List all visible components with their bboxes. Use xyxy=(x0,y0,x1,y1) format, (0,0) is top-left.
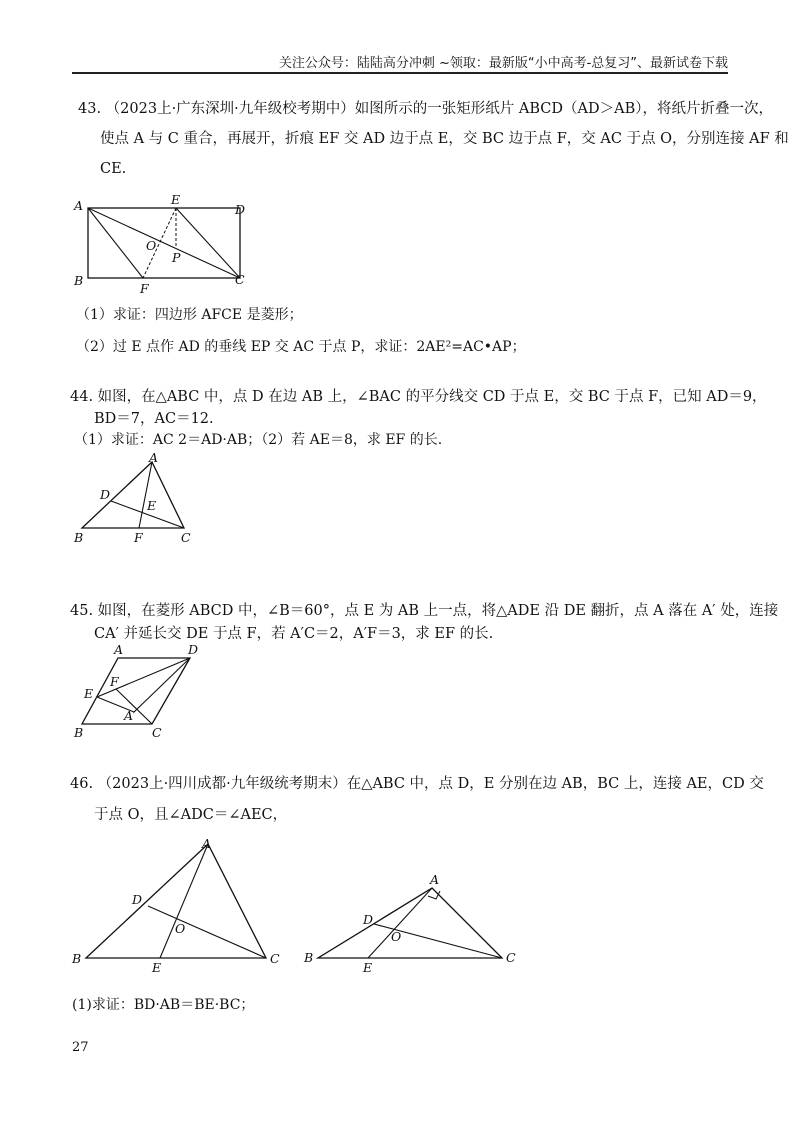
label-e: E xyxy=(171,192,181,207)
label-b: B xyxy=(74,725,84,740)
q43-part1: （1）求证：四边形 AFCE 是菱形； xyxy=(76,307,303,323)
label-c: C xyxy=(181,530,191,545)
triangle-abc xyxy=(318,888,502,958)
label-p: P xyxy=(172,250,181,265)
label-e: E xyxy=(84,686,94,701)
q46-line1: 46. （2023上·四川成都·九年级统考期末）在△ABC 中，点 D，E 分别在边 AB，BC 上，连接 AE，CD 交 xyxy=(70,776,764,792)
label-a: A xyxy=(114,642,124,657)
q44-parts: （1）求证：AC 2＝AD·AB；（2）若 AE＝8，求 EF 的长. xyxy=(74,432,443,448)
label-d: D xyxy=(100,487,111,502)
q43-figure xyxy=(70,192,260,297)
segment-ec xyxy=(176,208,240,278)
label-c: C xyxy=(152,725,162,740)
page-header: 关注公众号：陆陆高分冲刺 ~领取：最新版“小中高考-总复习”、最新试卷下载 xyxy=(278,56,728,71)
label-a: A xyxy=(149,450,159,465)
label-e: E xyxy=(152,960,162,975)
q46-part1: (1)求证：BD·AB＝BE·BC； xyxy=(72,997,255,1013)
label-d: D xyxy=(235,202,246,217)
label-a: A xyxy=(74,198,84,213)
label-o: O xyxy=(146,238,157,253)
q46-line2: 于点 O，且∠ADC＝∠AEC， xyxy=(94,807,288,823)
page-number: 27 xyxy=(72,1040,89,1055)
header-rule xyxy=(72,72,728,74)
label-b: B xyxy=(74,530,84,545)
label-c: C xyxy=(506,950,516,965)
q44-line2: BD＝7，AC＝12. xyxy=(94,411,214,427)
label-f: F xyxy=(140,281,149,296)
label-a: A xyxy=(202,836,212,851)
q43-line1: 43. （2023上·广东深圳·九年级校考期中）如图所示的一张矩形纸片 ABCD（AD＞AB），将纸片折叠一次， xyxy=(78,101,773,117)
q46-figure-left xyxy=(68,836,290,976)
q44-figure xyxy=(70,450,205,545)
segment-af xyxy=(88,208,143,278)
segment-ae xyxy=(368,888,432,958)
diagonal-ac xyxy=(88,208,240,278)
label-c: C xyxy=(270,951,280,966)
label-f: F xyxy=(134,530,143,545)
segment-cd xyxy=(148,906,266,958)
rhombus-abcd xyxy=(82,658,190,724)
label-c: C xyxy=(235,272,245,287)
q43-part2: （2）过 E 点作 AD 的垂线 EP 交 AC 于点 P，求证：2AE²=AC•AP； xyxy=(76,339,526,355)
segment-ae xyxy=(160,844,208,958)
q45-figure xyxy=(70,640,215,740)
label-d: D xyxy=(363,912,374,927)
label-b: B xyxy=(304,950,314,965)
q45-line1: 45. 如图，在菱形 ABCD 中，∠B＝60°，点 E 为 AB 上一点，将△ADE 沿 DE 翻折，点 A 落在 A′ 处，连接 xyxy=(70,603,779,619)
q45-line2: CA′ 并延长交 DE 于点 F，若 A′C＝2，A′F＝3，求 EF 的长. xyxy=(94,626,494,642)
label-o: O xyxy=(175,921,186,936)
label-f: F xyxy=(110,674,119,689)
segment-da-prime xyxy=(134,658,190,712)
right-angle-mark xyxy=(428,891,440,899)
label-b: B xyxy=(72,951,82,966)
label-e: E xyxy=(147,498,157,513)
label-a-prime: A′ xyxy=(124,708,136,723)
q46-figure-right xyxy=(300,868,525,976)
label-b: B xyxy=(74,273,84,288)
q43-line3: CE. xyxy=(100,161,127,177)
label-d: D xyxy=(132,892,143,907)
label-e: E xyxy=(363,960,373,975)
q44-line1: 44. 如图，在△ABC 中，点 D 在边 AB 上，∠BAC 的平分线交 CD 于点 E，交 BC 于点 F，已知 AD＝9， xyxy=(70,389,767,405)
triangle-abc xyxy=(86,844,266,958)
triangle-abc xyxy=(82,462,184,528)
label-a: A xyxy=(430,872,440,887)
label-d: D xyxy=(188,642,199,657)
label-o: O xyxy=(391,929,402,944)
q43-line2: 使点 A 与 C 重合，再展开，折痕 EF 交 AD 边于点 E，交 BC 边于点 F，交 AC 于点 O，分别连接 AF 和 xyxy=(100,131,789,147)
